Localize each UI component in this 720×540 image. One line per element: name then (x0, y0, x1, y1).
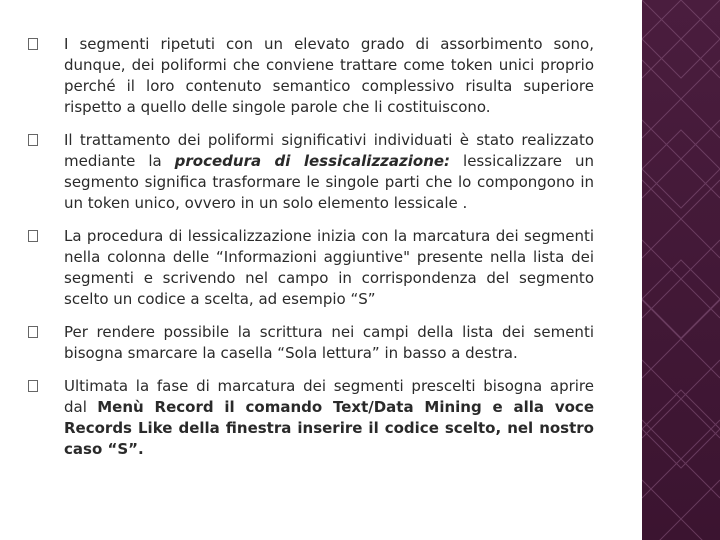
text-run: I segmenti ripetuti con un elevato grado di assorbimento sono, dunque, dei poliformi che conviene trattare come token unici proprio perché il loro contenuto semantico complessivo risulta superiore rispetto a quello delle singole parole che li costituiscono. (64, 35, 594, 116)
bullet-item-2 (28, 130, 594, 214)
empty-square-bullet-icon (28, 326, 38, 338)
decorative-sidebar (642, 0, 720, 540)
bullet-item-1 (28, 34, 594, 118)
diamond-pattern-decoration (642, 0, 720, 540)
text-run: Per rendere possibile la scrittura nei campi della lista dei sementi bisogna smarcare la casella “Sola lettura” in basso a destra. (64, 323, 594, 362)
bullet-text (64, 376, 594, 460)
text-run: Ultimata la fase di marcatura dei segmenti prescelti bisogna aprire dal (64, 377, 594, 416)
text-run: La procedura di lessicalizzazione inizia con la marcatura dei segmenti nella colonna delle “Informazioni aggiuntive" presente nella lista dei segmenti e scrivendo nel campo in corrispondenza del segmento scelto un codice a scelta, ad esempio “S” (64, 227, 594, 308)
empty-square-bullet-icon (28, 230, 38, 242)
bullet-text (64, 226, 594, 310)
bullet-text (64, 34, 594, 118)
bullet-item-4 (28, 322, 594, 364)
bullet-item-3 (28, 226, 594, 310)
bullet-text (64, 130, 594, 214)
bullet-text (64, 322, 594, 364)
text-run: Il trattamento dei poliformi significativi individuati è stato realizzato mediante la (64, 131, 594, 170)
empty-square-bullet-icon (28, 38, 38, 50)
bullet-item-5 (28, 376, 594, 460)
empty-square-bullet-icon (28, 134, 38, 146)
bold-instruction: Menù Record il comando Text/Data Mining e alla voce Records Like della finestra inserire il codice scelto, nel nostro caso “S”. (64, 398, 594, 458)
text-run: lessicalizzare un segmento significa trasformare le singole parti che lo compongono in un token unico, ovvero in un solo elemento lessicale . (64, 152, 595, 212)
emphasis-term: procedura di lessicalizzazione: (174, 152, 451, 170)
bullet-list (28, 34, 594, 472)
empty-square-bullet-icon (28, 380, 38, 392)
